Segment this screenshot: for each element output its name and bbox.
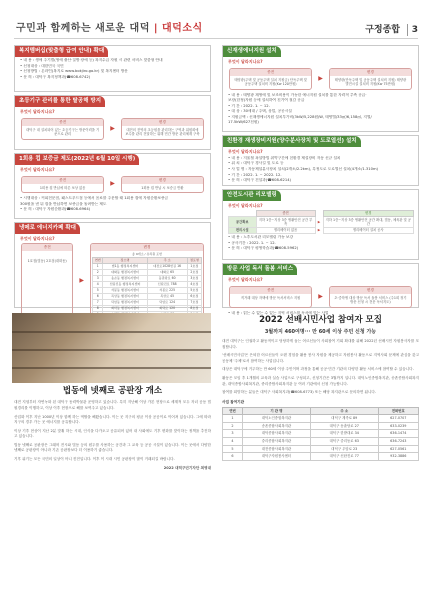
cup-bullet: • 문 의 : 대덕구 자원순환과(☎608-6964) [20, 207, 91, 212]
reading-box [222, 263, 419, 315]
table-header-cell: 주 소 [147, 257, 187, 263]
arrow-right-icon: ▶ [317, 228, 321, 233]
after-text: 태양광(단독주택 및 공동주택 설치비 지원) 태양광 발전시설 설치비 지원(Kw 75만원) [334, 77, 407, 87]
arrow-right-icon: ▶ [318, 292, 323, 300]
budget-table-caption: 사업 참여기관 [222, 399, 245, 404]
safety-after-cell: 엘리베이터 설치 공사 [323, 227, 413, 233]
article-paragraph: 참여를 희망하는 분들은 대덕구 사회복지과(☎608-6773) 또는 해당 복지관으로 문의하면 됩니다. [222, 390, 377, 395]
article-paragraph: 법동 넷째로 공판장은 그래픽 전시와 법동 등의 원두를 사용하는 공간과 그 교육 등 공공 시설이 있습니다. 이는 곳에서 다양한 넷째로 공판장이 아니라 기존 공판장보다 더 이용하기 좋습니다. [14, 442, 211, 453]
before-label: 종전 [230, 69, 311, 76]
table-cell: 대화로 65 [147, 269, 187, 275]
arrow-right-icon: ▶ [318, 74, 323, 82]
budget-table-row [223, 422, 419, 430]
table-cell: 대덕구 신탄진로 77 [310, 453, 378, 461]
midterm-before [21, 118, 104, 140]
after-label: 변경 [91, 244, 203, 251]
article-paragraph: 대전 대덕구는 인권하고 활동적이고 당당하게 돕는 어르신들이 사회참여 기회 확대를 위해 2022년 선배시민 자원봉사자를 모집합니다. [222, 339, 419, 349]
table-cell: 4호점 [187, 281, 201, 287]
before-text: 대덕구 내 설치되어 있는 초등기구는 방문이력을 기준으로 관리 [26, 127, 100, 137]
newenergy-box [222, 45, 419, 132]
safety-subtitle: 무엇이 달라지나요? [228, 203, 263, 209]
after-label: 변경 [330, 69, 411, 76]
table-cell: 8호점 [187, 305, 201, 311]
table-cell: 목상동 행정복지센터 [103, 293, 147, 299]
table-header-cell: 연번 [93, 257, 103, 263]
arrow-right-icon: ▶ [79, 277, 85, 285]
arrow-right-icon: ▶ [317, 219, 321, 224]
budget-title: 2022 선배시민사업 참여자 모집 [259, 315, 382, 325]
table-cell: 덕암로 124 [147, 299, 187, 305]
safety-row-label: 편의시설 [229, 227, 257, 233]
logo-text: 구민과 함께하는 새로운 대덕 [16, 23, 150, 34]
newenergy-subtitle: 무엇이 달라지나요? [228, 59, 263, 65]
table-cell: 7호점 [187, 299, 201, 305]
newenergy-bullet: • 대 상 : 30세대 / 주택, 상업, 공공시설 [228, 109, 292, 114]
table-cell: 대덕구 중리동로 63 [310, 437, 378, 445]
table-cell: 627-0707 [378, 415, 418, 423]
table-header-cell: 점포명 [187, 257, 201, 263]
table-cell: 3 [223, 430, 243, 438]
table-cell: 2호점 [187, 269, 201, 275]
article-photo [12, 313, 211, 383]
newenergy-bullet: 17.5kW/627천원) [228, 120, 259, 125]
table-cell: 법1동 행정복지센터 [103, 263, 147, 269]
article-paragraph: 산업화 이후 지난 1000년 이상 함께 하는 역할을 해왔습니다. 이는 곳 지구의 평균 이상 공공이로 이어져 있습니다. 그에 따라 지구의 경우 가는 곳 에너지를 공유합니다. [14, 414, 211, 425]
table-cell: 5호점 [187, 287, 201, 293]
cup-after [121, 176, 204, 193]
table-cell: 6 [223, 453, 243, 461]
energy-cafe-subtitle: 무엇이 달라지나요? [20, 236, 55, 242]
table-cell: 5 [93, 287, 103, 293]
newenergy-bullet: • 기 간 : 2022. 1. ~ 12. [228, 103, 270, 108]
table-cell: 대덕구자원봉사센터 [242, 453, 310, 461]
table-cell: 동춘당로 60 [147, 275, 187, 281]
welfare-bullet: • 문 의 : 대덕구 복지정책과(☎608-6742) [20, 74, 91, 79]
table-cell: 송촌동 행정복지센터 [103, 275, 147, 281]
safety-after-cell: 지하 1층~지상 3층 생활안전 공간 확대, 법동, 체육관 및 공간 [323, 217, 413, 228]
eco-bullet: • 문 의 : 대덕구 건설과(☎608-6214) [228, 178, 291, 183]
newenergy-bullet: • 내 용 : 태양광 재생에 및 보조비용이 가능한 에너지원 설치를 통한 자력적 추측 공급· [228, 92, 367, 97]
energy-table-caption: 총 9개소 / 유치원 포함 [132, 251, 162, 256]
table-header-cell: 전화번호 [378, 407, 418, 415]
energy-cafe-box [14, 222, 211, 308]
article-paragraph: 이상 기후 현상이 지난 2분 맞춰 하는 시대, 인식을 다가오고 공유되어 있어 내 사회에도 기후 변화를 맞이하는 정책을 추진하고 있습니다. [14, 428, 211, 439]
reading-subtitle: 무엇이 달라지나요? [228, 277, 263, 283]
newenergy-bullet: 보장(한정)자원 등에 설치하여 친기여 절감 공급 [228, 98, 305, 103]
article-paragraph: '선배시민사업'은 은퇴한 어르신들이 오랜 경험을 활용 봉사 자원을 제공하고 자원봉사 활동으로 지역사회 문제에 관심을 갖고 공동체 '주체'로서 참여하는 사업입니다. [222, 353, 419, 363]
welfare-box [14, 45, 211, 92]
budget-table-row [223, 445, 419, 453]
cup-bullet: 300원을 낸 뒤 컵을 반납하면 보증금을 돌려받는 제도 [20, 201, 107, 206]
table-cell: 덕암동 행정복지센터 [103, 299, 147, 305]
table-header-cell: 주 소 [310, 407, 378, 415]
table-header-cell: 연번 [223, 407, 243, 415]
table-cell: 석봉동 행정복지센터 [103, 287, 147, 293]
after-text: 1회용 컵 반납 시 보증금 반환 [141, 185, 184, 190]
eco-bullet: • 사 업 명 : 자동제설분사장치 설치(2개소/2.2km), 특정도로 도로열선 설치(4개소/1.310m) [228, 166, 378, 171]
welfare-title: 복지멤버십(맞춤형 급여 안내) 확대 [15, 46, 108, 57]
safety-bullet: • 문 의 : 대덕구 평생학습과(☎608-5962) [228, 246, 299, 251]
after-label: 변경 [122, 177, 203, 184]
table-cell: 633-0239 [378, 422, 418, 430]
before-label: 종전 [230, 287, 311, 294]
table-header-cell: 장소명 [103, 257, 147, 263]
after-label: 변경 [122, 119, 203, 126]
before-text: 직거래 대상 자택에 방문 독서서비스 지원 [240, 295, 301, 300]
safety-table [228, 210, 414, 234]
newenergy-title: 신재생에너지원 설치 [223, 46, 281, 57]
energy-cafe-title: 냉메로 에너지카페 확대 [15, 223, 80, 234]
table-cell: 3호점 [187, 275, 201, 281]
midterm-after [121, 118, 204, 140]
safety-before-cell: 엘리베이터 없음 [256, 227, 315, 233]
table-cell: 1 [93, 263, 103, 269]
table-cell: 932-3886 [378, 453, 418, 461]
budget-table [222, 407, 419, 461]
table-cell: 3 [93, 275, 103, 281]
page-number: 3 [407, 24, 418, 36]
table-cell: 대덕구 우암로 23 [310, 445, 378, 453]
table-cell: 대전종합사회복지관 [242, 445, 310, 453]
arrow-right-icon: ▶ [110, 124, 115, 132]
eco-title: 친환경 재생장비지원(양수분사장치 및 도로열선) 설치 [223, 136, 361, 147]
cup-bullet: • 시행대상 : 커피전문점, 패스트푸드점 등에서 음료를 주문할 때 1회용 컵에 자원순환보증금 [20, 196, 169, 201]
newenergy-after [329, 68, 412, 90]
table-header-cell: 기 관 명 [242, 407, 310, 415]
before-text: 1호점(법동) 2호점(대화동) [27, 258, 67, 263]
reading-after [329, 286, 412, 308]
budget-table-row [223, 437, 419, 445]
table-cell: 대화동 행정복지센터 [103, 269, 147, 275]
after-label: 변경 [323, 210, 413, 216]
before-label: 종전 [22, 119, 103, 126]
after-label: 변경 [330, 287, 411, 294]
table-cell: 대덕구 계족로 89 [310, 415, 378, 423]
law-museum-title: 법동에 넷째로 공판장 개소 [62, 386, 163, 396]
table-cell: 회덕로 120 [147, 305, 187, 311]
newsletter-logo [16, 22, 203, 36]
safety-before-cell: 지하 1층~지상 3층 생활안전 공간 부족 [256, 217, 315, 228]
table-cell: 대전로1028번길 16 [147, 263, 187, 269]
table-cell: 신탄진로 788 [147, 281, 187, 287]
table-cell: 신탄진동 행정복지센터 [103, 281, 147, 287]
midterm-box [14, 95, 211, 150]
table-cell: 중리종합사회복지관 [242, 437, 310, 445]
eco-bullet: • 기 간 : 2022. 1. ~ 2022. 12. [228, 172, 282, 177]
table-cell: 627-0561 [378, 445, 418, 453]
table-cell: 1호점 [187, 263, 201, 269]
after-text: 초·중학생 대상 방문 독서 돌봄 서비스 (주1회 정기 방문 신청 시 전문 독서지도) [334, 295, 407, 305]
before-label: 종전 [22, 244, 72, 251]
reading-bullet: • 내 용 : 읽는 수 없는 수 있는 지역 서비스를 독서에 맞는 사업 [228, 310, 329, 315]
budget-table-row [223, 415, 419, 423]
article-signoff: 2022 대덕구민기자단 최영대 [163, 465, 211, 470]
table-cell: 2 [93, 269, 103, 275]
cup-deposit-subtitle: 무엇이 달라지나요? [20, 167, 55, 173]
welfare-bullet: • 내 용 : 생애 주기별(생애 출산·질병·장애 등) 복지수급 자원 시 관련 서비스 맞춤형 안내 [20, 58, 163, 63]
section-label: 구정종합 [365, 25, 400, 35]
table-cell: 636-1474 [378, 430, 418, 438]
arrow-right-icon: ▶ [110, 180, 115, 188]
energy-cafe-table [92, 257, 202, 318]
table-cell: 4 [93, 281, 103, 287]
law-museum-article [14, 386, 211, 471]
before-label: 종전 [256, 210, 315, 216]
table-cell: 7 [93, 299, 103, 305]
safety-title: 안전도시관 리모델링 [223, 190, 281, 201]
table-cell: 2 [223, 422, 243, 430]
before-text: 태양광(주택 및 공동주택 설치 지원금) 단독주택 및 공동주택 설치비 지원(Kw 120만원) [234, 77, 307, 87]
header-divider [14, 38, 418, 39]
reading-title: 방문 사업 독서 돌봄 서비스 [223, 264, 297, 275]
table-cell: 대덕구 동춘당로 27 [310, 422, 378, 430]
table-cell: 목상로 45 [147, 293, 187, 299]
after-text: 대전의 전역의 초등원을 관리하는 구역과 위원회에 보수를 관리 전달하는 위해 민간 방문 관리체계 구축 [125, 127, 200, 137]
newenergy-bullet: • 지원금액 : 신재생에너지원 설치부가비(3kW/5,228원/W, 태양열/33㎡/6,158㎡, 지열/ [228, 114, 372, 119]
newenergy-before [229, 68, 312, 90]
table-cell: 대덕종합사회복지관 [242, 430, 310, 438]
table-cell: 회덕동 행정복지센터 [103, 305, 147, 311]
eco-subtitle: 무엇이 달라지나요? [228, 149, 263, 155]
midterm-subtitle: 무엇이 달라지나요? [20, 109, 55, 115]
article-paragraph: 기후 위기는 모든 국민의 일상이 아니 진전입니다. 이후 이 시대 시민 공판장이 많이 거래되길 바랍니다. [14, 456, 175, 461]
page-header [0, 0, 432, 42]
energy-before [21, 243, 73, 320]
table-cell: 8 [93, 305, 103, 311]
article-paragraph: 활동은 모임 후 1개월의 교육과 실습 사업으로 구성되고, 신청기간은 3월까지 입니다. 대덕노인종합복지관, 송촌종합사회복지관, 대덕종합사회복지관, 중리종합사회복지관 등 여러 기관에서 신청 가능합니다. [222, 376, 419, 386]
eco-box [222, 135, 419, 186]
cup-before [21, 176, 104, 193]
reading-before [229, 286, 312, 308]
table-cell: 대덕구 한밭대로 34 [310, 430, 378, 438]
energy-after [90, 243, 204, 320]
table-cell: 636-7243 [378, 437, 418, 445]
eco-bullet: • 내 용 : 겨울철 폭설방법 취약구간에 친환경 제설장비 자동 신규 설치 [228, 155, 341, 160]
logo-suffix: | 대덕소식 [153, 23, 203, 34]
table-cell: 4 [223, 437, 243, 445]
before-label: 종전 [22, 177, 103, 184]
table-cell: 송촌종합사회복지관 [242, 422, 310, 430]
budget-subtitle: 3월까지 460여명··· 만 60세 이상 주민 신청 가능 [264, 329, 377, 336]
welfare-bullet: • 신청대상 : 대한민국 국민 [20, 63, 64, 68]
before-text: 1회용 컵 반납에 따른 보상 없음 [39, 185, 86, 190]
safety-box [222, 189, 419, 260]
table-cell: 석봉로 225 [147, 287, 187, 293]
table-cell: 대덕노인종합복지관 [242, 415, 310, 423]
safety-bullet: • 공사기간 : 2022. 1. ~ 12. [228, 240, 276, 245]
safety-bullet: • 내 용 : 노후도서관 리모델링 가능 보강 [228, 235, 294, 240]
article-paragraph: 대전 지낼부터 자연녹화 된 대덕구 동력박물관 운영하고 있습니다. 특히 지난해 이상 가본 현장으로 세계적 모두 자녀 공동 법원경리를 이행하고, 이상 이후 현장으로 해를 보여주고 있습니다. [14, 400, 211, 411]
welfare-bullet: • 신청방법 : 온라인(복지로 www.bokjiro.go.kr) 및 복지센터 방문 [20, 69, 128, 74]
table-cell: 6호점 [187, 293, 201, 299]
budget-table-row [223, 453, 419, 461]
cup-deposit-box [14, 153, 211, 219]
safety-row-label: 공간확보 [229, 217, 257, 228]
cup-deposit-title: 1회용 컵 보증금 제도(2022년 6월 10일 시행) [15, 154, 139, 165]
eco-bullet: • 위 치 : 대덕구 경사길 및 도로 등 [228, 161, 284, 166]
article-paragraph: 대상은 대덕구에 거주하는 만 60세 이상 주민이며 과정을 통해 공공·민간 기관의 다양한 활동 서비스에 참여할 수 있습니다. [222, 367, 414, 372]
table-cell: 5 [223, 445, 243, 453]
midterm-title: 초등기구 관리를 통한 탈공해 방지 [15, 96, 105, 107]
table-cell: 6 [93, 293, 103, 299]
table-cell: 1 [223, 415, 243, 423]
budget-table-row [223, 430, 419, 438]
